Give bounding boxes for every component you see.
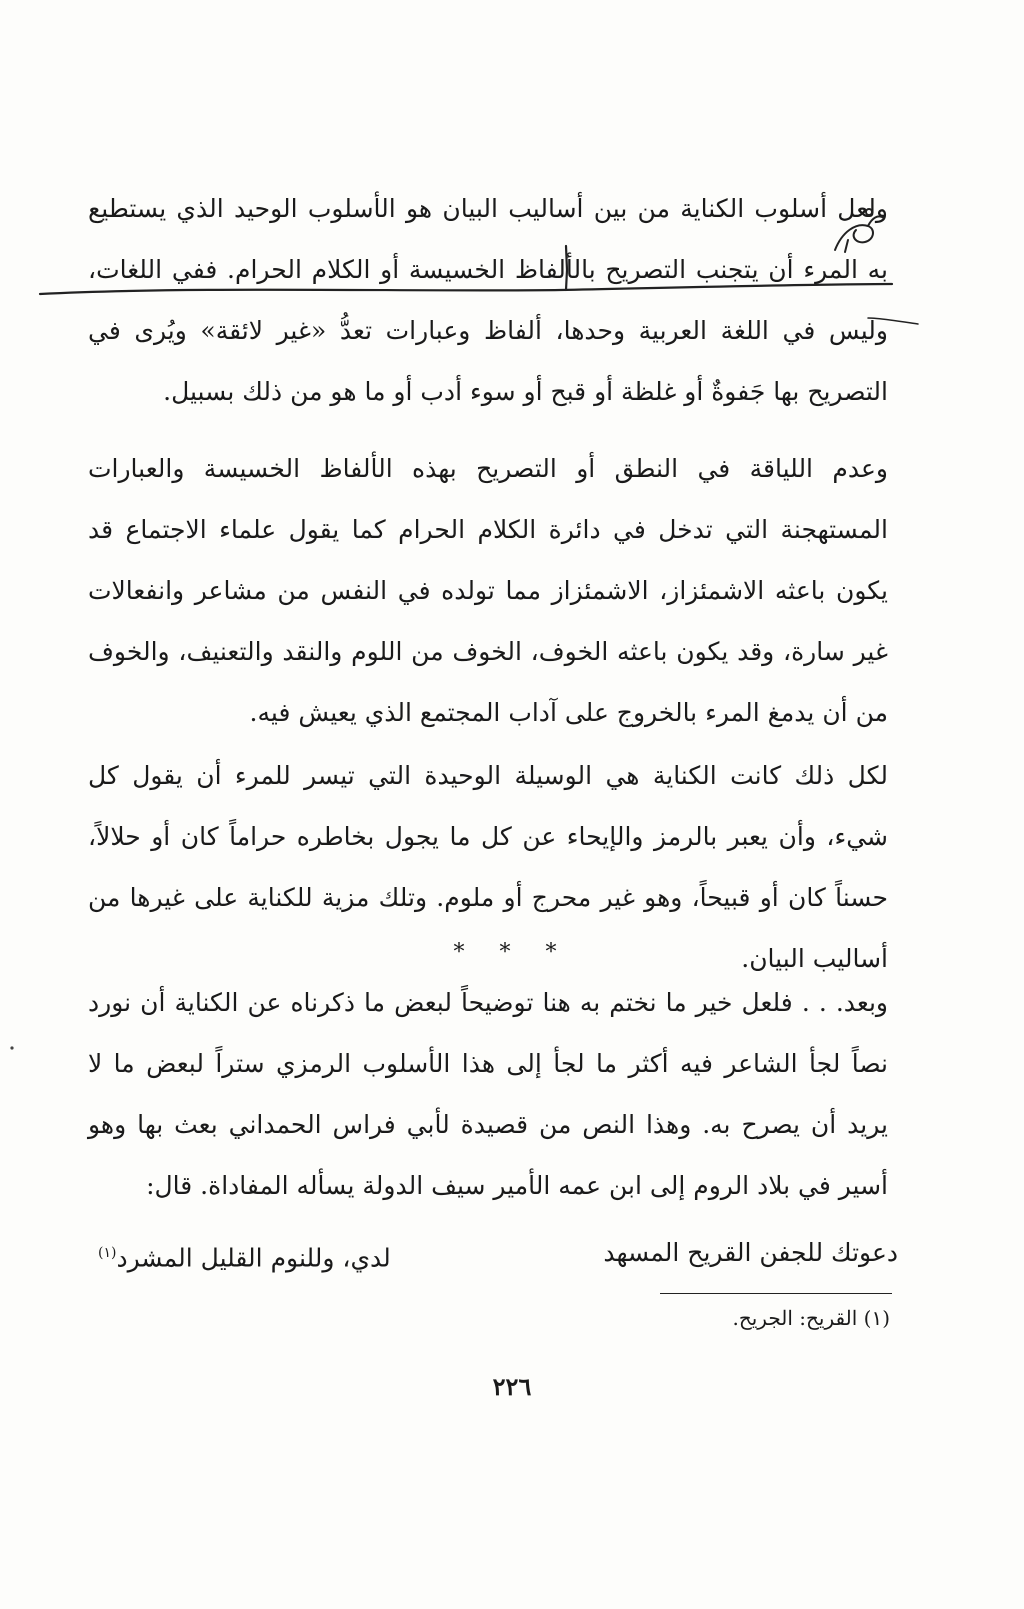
- verse-first-hemistich: دعوتك للجفن القريح المسهد: [603, 1238, 898, 1267]
- paragraph-4: وبعد. . . فلعل خير ما نختم به هنا توضيحاً لبعض ما ذكرناه عن الكناية أن نورد نصاً لجأ الشاعر فيه أكثر ما لجأ إلى هذا الأسلوب الرمزي ستراً لبعض ما لا يريد أن يصرح به. وهذا النص من قصيدة لأبي فراس الحمداني بعث بها وهو أسير في بلاد الروم إلى ابن عمه الأمير سيف الدولة يسأله المفاداة. قال:: [88, 988, 888, 1200]
- paragraph-3: لكل ذلك كانت الكناية هي الوسيلة الوحيدة التي تيسر للمرء أن يقول كل شيء، وأن يعبر بالرمز والإيحاء عن كل ما يجول بخاطره حراماً كان أو حلالاً، حسناً كان أو قبيحاً، وهو غير محرج أو ملوم. وتلك مزية للكناية على غيرها من أساليب البيان.: [88, 761, 888, 973]
- footnote: (١) القريح: الجريح.: [732, 1306, 890, 1330]
- section-separator: * * *: [453, 940, 571, 965]
- footnote-divider: [660, 1293, 892, 1294]
- page-number: ٢٢٦: [492, 1372, 532, 1401]
- stray-mark: [10, 1046, 13, 1049]
- poem-verse: [88, 1228, 898, 1278]
- paragraph-1: ولعل أسلوب الكناية من بين أساليب البيان هو الأسلوب الوحيد الذي يستطيع به المرء أن يتجنب التصريح بالألفاظ الخسيسة أو الكلام الحرام. ففي اللغات، وليس في اللغة العربية وحدها، ألفاظ وعبارات تعدُّ «غير لائقة» ويُرى في التصريح بها جَفوةٌ أو غلظة أو قبح أو سوء أدب أو ما هو من ذلك بسبيل.: [88, 194, 888, 406]
- footnote-marker: (١): [98, 1245, 117, 1261]
- paragraph-2: وعدم اللياقة في النطق أو التصريح بهذه الألفاظ الخسيسة والعبارات المستهجنة التي تدخل في دائرة الكلام الحرام كما يقول علماء الاجتماع قد يكون باعثه الاشمئزاز، الاشمئزاز مما تولده في النفس من مشاعر وانفعالات غير سارة، وقد يكون باعثه الخوف، الخوف من اللوم والنقد والتعنيف، والخوف من أن يدمغ المرء بالخروج على آداب المجتمع الذي يعيش فيه.: [88, 454, 888, 727]
- verse-second-hemistich: [98, 1228, 391, 1283]
- verse-second-text: لدي، وللنوم القليل المشرد: [116, 1243, 391, 1273]
